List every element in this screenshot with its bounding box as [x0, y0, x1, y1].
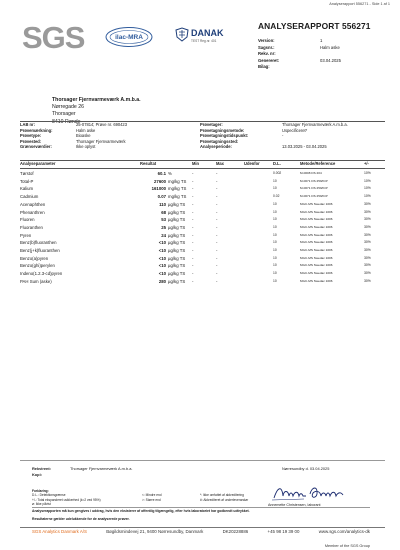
sample-info-label: Grænseværdier: [20, 144, 52, 150]
cell-dl: 10 [273, 186, 277, 191]
cell-dl: 10 [273, 178, 277, 183]
cell-min: - [192, 224, 194, 230]
result-value: 24 [161, 232, 166, 238]
cell-dl: 10 [273, 201, 277, 206]
cell-max: - [216, 240, 218, 246]
cell-max: - [216, 271, 218, 277]
col-header-outside: Udenfor [244, 161, 260, 166]
cell-max: - [216, 255, 218, 261]
result-value: 25 [161, 224, 166, 230]
cell-min: - [192, 232, 194, 238]
table-header [20, 161, 385, 168]
cell-dl: 10 [273, 263, 277, 268]
cell-method: M-0071 DS 259/ICP [300, 186, 328, 191]
cell-max: - [216, 209, 218, 215]
cell-max: - [216, 186, 218, 192]
cell-uncertainty: 30% [364, 263, 371, 268]
result-value: 110 [159, 201, 166, 207]
cell-param: Total-P [20, 178, 34, 184]
table-row [20, 255, 385, 263]
sample-info-value: Thorsager Fjernvarmeværk [76, 138, 126, 144]
result-value: 280 [158, 278, 166, 284]
explanation-item: *: Ikke omfattet af akkreditering [200, 493, 244, 498]
sample-info-value: Bioaske [76, 133, 91, 139]
explanation-item: +/-: Total ekspanderet usikkerhed (k=2 ved 95%) [32, 497, 101, 502]
cell-method: M-0008 DS 204 [300, 171, 322, 175]
result-value: 161000 [151, 186, 166, 192]
cell-param: Benzo(a)pyren [20, 255, 49, 261]
col-header-uncertainty: +/- [364, 161, 369, 166]
table-row [20, 232, 385, 240]
cell-uncertainty: 30% [364, 240, 371, 245]
sample-info-left [20, 122, 127, 150]
page-number-note: Analyserapport 556271 - Side 1 af 1 [329, 2, 390, 6]
meta-label: Version: [258, 38, 275, 43]
place-date: Nørresundby d. 03.04.2025 [282, 466, 330, 471]
result-unit: µg/kg TS [168, 271, 186, 277]
cell-min: - [192, 178, 194, 184]
signer-name: Annemette Christensen, laborant [268, 503, 321, 507]
cell-method: MGC-MS Swedac 1006 [300, 232, 333, 237]
cell-method: M-0071 DS 259/ICP [300, 178, 328, 183]
address-line: Nørregade 26 [52, 104, 85, 111]
result-value: 0.07 [157, 194, 166, 200]
cell-result [112, 262, 186, 270]
cell-max: - [216, 194, 218, 200]
meta-label: Bilag: [258, 64, 270, 70]
cell-method: MGC-MS Swedac 1006 [300, 201, 333, 206]
col-header-method: Metode/Reference [300, 161, 336, 166]
handwritten-signature [270, 482, 350, 504]
sample-info-label: Prøvetagningstidspunkt: [200, 133, 249, 139]
company-cvr: DK20228886 [222, 529, 249, 534]
cell-uncertainty: 10% [364, 171, 371, 175]
cell-min: - [192, 271, 194, 277]
cell-min: - [192, 248, 194, 253]
cell-result [112, 232, 186, 240]
table-row [20, 185, 385, 193]
recipient-block [32, 466, 133, 477]
meta-value: Halm aske [320, 44, 340, 50]
cell-method: MGC-MS Swedac 1006 [300, 255, 333, 260]
result-value: <10 [158, 255, 166, 261]
table-row [20, 193, 385, 201]
table-row [20, 209, 385, 217]
cell-method: MGC-MS Swedac 1006 [300, 248, 333, 252]
cell-min: - [192, 201, 194, 207]
explanation-block [32, 489, 248, 507]
sample-info-value: Ikke oplyst [76, 144, 96, 150]
explanation-item: D.L.: Detektionsgrænse [32, 493, 66, 498]
report-title: ANALYSERAPPORT 556271 [258, 21, 371, 31]
cell-uncertainty: 30% [364, 201, 371, 206]
meta-row [258, 64, 320, 69]
cell-param: PAH Sum (aske) [20, 278, 52, 284]
company-phone: +45 98 19 39 00 [267, 529, 300, 534]
cell-min: - [192, 217, 194, 223]
cell-param: Benz(b)fluoranthen [20, 240, 57, 246]
result-value: 68 [161, 209, 166, 215]
cell-result [112, 185, 187, 193]
danak-reg-text: TEST Reg.nr. 401 [191, 39, 217, 43]
cell-uncertainty: 30% [364, 224, 371, 229]
result-unit: µg/kg TS [168, 255, 186, 261]
divider [20, 168, 385, 169]
result-unit: µg/kg TS [168, 217, 186, 223]
cell-max: - [216, 178, 218, 184]
sgs-logo: SGS [22, 20, 85, 55]
col-header-result: Resultat [140, 161, 157, 166]
cell-result [112, 216, 186, 224]
member-note: Member of the SGS Group [324, 544, 370, 548]
cell-min: - [192, 240, 194, 246]
cell-dl: 10 [273, 232, 277, 237]
cell-result [112, 278, 186, 286]
meta-row [258, 45, 340, 50]
cell-dl: 10 [273, 278, 277, 283]
result-unit: µg/kg TS [168, 263, 186, 269]
table-row [20, 224, 385, 232]
explanation-item: #: Akkrediteret af underleverandør [200, 497, 249, 502]
sample-info-value: 25-07814; Prøve nr. 690423 [76, 122, 127, 127]
result-unit: µg/kg TS [168, 278, 186, 284]
cell-result [112, 239, 186, 247]
meta-row [258, 51, 320, 56]
sample-info-value: Halm aske [76, 127, 96, 133]
result-unit: mg/kg TS [168, 194, 187, 200]
cell-uncertainty: 10% [364, 186, 371, 191]
cell-result [112, 224, 186, 232]
result-unit: µg/kg TS [168, 248, 186, 253]
cell-param: Fluoren [20, 217, 35, 223]
result-unit: µg/kg TS [168, 232, 186, 238]
col-header-min: Min [192, 161, 200, 166]
cell-param: Benzo(ghi)perylen [20, 263, 55, 269]
cell-method: MGC-MS Swedac 1006 [300, 209, 333, 214]
result-value: 27600 [154, 178, 166, 184]
result-unit: µg/kg TS [168, 240, 186, 246]
cell-dl: 10 [273, 217, 277, 222]
sample-info-label: LAB nr: [20, 122, 36, 127]
cell-param: Acenaphthen [20, 201, 46, 207]
sample-info-label: Prøvetager: [200, 122, 223, 127]
cell-method: MGC-MS Swedac 1006 [300, 271, 333, 276]
cell-dl: 10 [273, 224, 277, 229]
cell-min: - [192, 171, 194, 176]
cell-result [112, 201, 186, 209]
sample-info-row [20, 144, 127, 150]
cell-result [112, 255, 186, 263]
cell-dl: 10 [273, 255, 277, 260]
cell-result [112, 270, 186, 278]
reproduction-note: Analyserapporten må kun gengives i uddrag, hvis den eksisterer af offentlig tilgængelig, efter hvis laboratoriet har godkendt udtrykket. [32, 509, 250, 513]
cell-dl: 0.002 [273, 171, 282, 175]
cell-result [112, 170, 182, 178]
cell-max: - [216, 217, 218, 223]
cell-max: - [216, 201, 218, 207]
table-row [20, 247, 385, 255]
sample-info-value: 13.03.2025 - 03.04.2025 [282, 144, 327, 150]
table-row [20, 239, 385, 247]
cell-min: - [192, 278, 194, 284]
cell-uncertainty: 30% [364, 209, 371, 214]
table-row [20, 216, 385, 224]
cell-param: Pyren [20, 232, 32, 238]
sample-info-value: Thorsager Fjernvarmeværk A.m.b.a. [282, 122, 348, 127]
divider [32, 507, 370, 508]
meta-label: Sagsnr.: [258, 44, 275, 50]
cell-max: - [216, 232, 218, 238]
result-value: <10 [158, 263, 166, 269]
sample-info-label: Prøvemærkning: [20, 127, 53, 133]
validity-note: Resultaterne gælder udelukkende for de analyserede prøver. [32, 517, 130, 521]
cell-max: - [216, 248, 218, 253]
cell-method: MGC-MS Swedac 1006 [300, 278, 333, 283]
cell-min: - [192, 255, 194, 261]
customer-name: Thorsager Fjernvarmeværk A.m.b.a. [52, 97, 141, 103]
col-header-dl: D.L. [273, 161, 281, 166]
table-row [20, 201, 385, 209]
cell-uncertainty: 30% [364, 248, 371, 252]
sample-info-value: Uspecificeret* [282, 127, 308, 133]
meta-row [258, 58, 341, 63]
cell-result [112, 193, 187, 201]
cell-param: Phenanthren [20, 209, 45, 215]
result-unit: µg/kg TS [168, 209, 186, 215]
explanation-item: ø: Ikke påvist [32, 502, 51, 507]
cell-dl: 10 [273, 240, 277, 245]
cell-max: - [216, 263, 218, 269]
cell-param: Fluoranthen [20, 224, 43, 230]
result-value: <10 [158, 248, 166, 253]
ilac-mra-logo [104, 26, 154, 48]
cell-min: - [192, 209, 194, 215]
table-row [20, 170, 385, 178]
cell-param: Kalium [20, 186, 34, 192]
cell-param: Indeno(1.2.3-cd)pyren [20, 271, 63, 277]
cell-uncertainty: 30% [364, 217, 371, 222]
copy-label: Kopi: [32, 471, 42, 477]
result-value: 60.1 [157, 171, 166, 176]
explanation-item: <: Mindre end [142, 493, 162, 498]
recipient-label: Rekvirent: [32, 466, 52, 471]
cell-dl: 10 [273, 209, 277, 214]
cell-max: - [216, 171, 218, 176]
sample-info-value: - [282, 133, 284, 139]
col-header-max: Max [216, 161, 224, 166]
cell-uncertainty: 30% [364, 278, 371, 283]
col-header-param: Analyseparameter [20, 161, 56, 166]
cell-uncertainty: 30% [364, 255, 371, 260]
cell-uncertainty: 10% [364, 178, 371, 183]
cell-dl: 10 [273, 248, 277, 252]
result-unit: mg/kg TS [168, 186, 187, 192]
cell-min: - [192, 194, 194, 200]
divider [20, 460, 385, 461]
sample-info-label: Prøvested: [20, 138, 42, 144]
sample-info-right [200, 122, 348, 150]
meta-value: 03.04.2025 [320, 57, 341, 63]
company-name: SGS Analytics Danmark A/S [32, 529, 87, 534]
sample-info-label: Analyseperiode: [200, 144, 232, 150]
cell-min: - [192, 186, 194, 192]
sample-info-label: Prøvetagningsmetode: [200, 127, 245, 133]
cell-result [112, 247, 186, 255]
explanation-item: >: Større end [142, 497, 161, 502]
meta-label: Rekv. nr: [258, 51, 276, 57]
cell-method: MGC-MS Swedac 1006 [300, 217, 333, 222]
result-unit: µg/kg TS [168, 201, 186, 207]
table-row [20, 262, 385, 270]
sample-info-label: Prøvetagningssted: [200, 138, 239, 144]
cell-method: MGC-MS Swedac 1006 [300, 263, 333, 268]
address-line: 8410 Rønde [52, 118, 81, 125]
company-footer [32, 529, 370, 534]
address-line: Thorsager [52, 111, 76, 118]
result-value: <10 [158, 271, 166, 277]
company-address: Bøgildsmindevej 21, 9400 Nørresundby, Danmark [106, 529, 204, 534]
table-row [20, 178, 385, 186]
table-row [20, 270, 385, 278]
cell-uncertainty: 10% [364, 194, 371, 199]
result-unit: % [168, 171, 172, 176]
cell-dl: 0.02 [273, 194, 280, 199]
danak-logo-text: DANAK [191, 28, 224, 38]
table-row [20, 278, 385, 286]
result-value: <10 [158, 240, 166, 246]
ilac-logo-text: ilac-MRA [115, 34, 143, 41]
cell-method: M-0071 DS 259/ICP [300, 194, 328, 199]
cell-method: MGC-MS Swedac 1006 [300, 240, 333, 245]
meta-row [258, 38, 322, 43]
cell-uncertainty: 30% [364, 232, 371, 237]
cell-result [112, 209, 186, 217]
recipient-value: Thorsager Fjernvarmeværk A.m.b.a. [70, 466, 133, 471]
meta-label: Genereret: [258, 57, 280, 63]
result-value: 53 [161, 217, 166, 223]
divider [20, 527, 385, 528]
sample-info-label: Prøvetype: [20, 133, 42, 139]
cell-param: Benz(j+k)fluoranthen [20, 248, 60, 253]
cell-param: Cadmium [20, 194, 39, 200]
result-unit: mg/kg TS [168, 178, 187, 184]
cell-param: Tørstof [20, 171, 34, 176]
result-unit: µg/kg TS [168, 224, 186, 230]
cell-dl: 10 [273, 271, 277, 276]
cell-result [112, 178, 187, 186]
company-website[interactable]: www.sgs.com/analytics-dk [318, 529, 370, 534]
explanation-title: Forklaring: [32, 489, 49, 493]
cell-max: - [216, 278, 218, 284]
cell-min: - [192, 263, 194, 269]
cell-max: - [216, 224, 218, 230]
danak-logo [172, 24, 224, 50]
sample-info-row [200, 144, 348, 150]
cell-method: MGC-MS Swedac 1006 [300, 224, 333, 229]
cell-uncertainty: 30% [364, 271, 371, 276]
meta-value: 1 [320, 38, 323, 43]
